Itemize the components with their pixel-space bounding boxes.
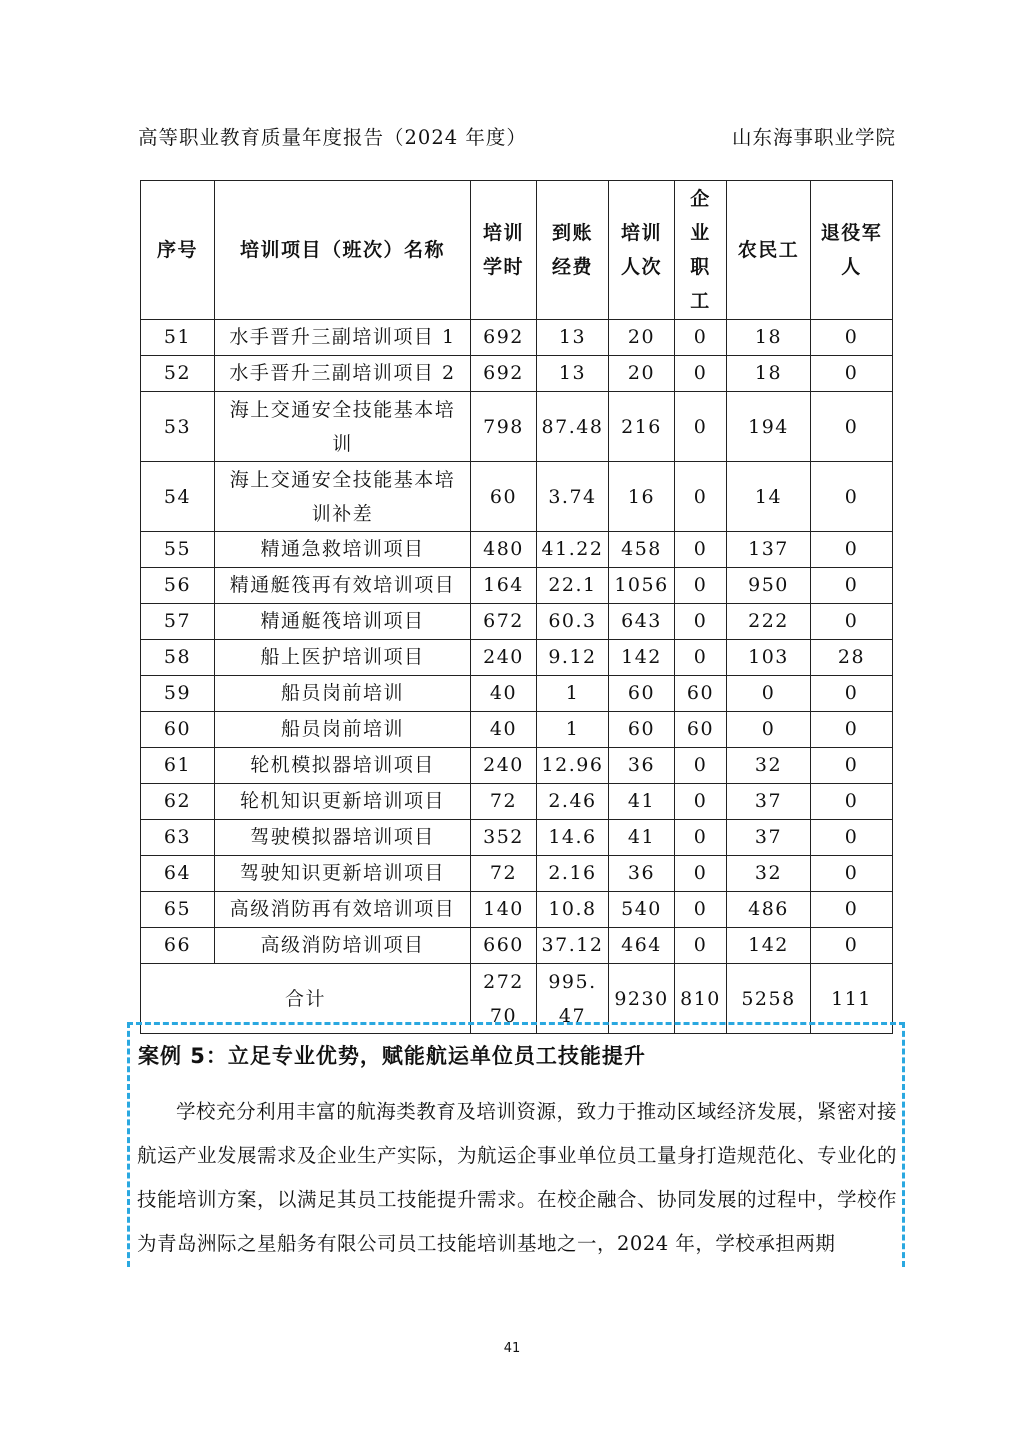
cell-migrant: 194 [727,392,811,462]
cell-employees: 0 [675,856,727,892]
cell-migrant: 0 [727,676,811,712]
cell-index: 66 [141,928,215,964]
page-number: 41 [503,1341,521,1356]
cell-migrant: 37 [727,784,811,820]
cell-hours: 140 [471,892,537,928]
table-row [141,392,893,462]
cell-index: 53 [141,392,215,462]
cell-employees: 0 [675,928,727,964]
cell-trainees: 60 [609,676,675,712]
cell-trainees: 643 [609,604,675,640]
cell-funds: 9.12 [537,640,609,676]
cell-name: 驾驶知识更新培训项目 [215,856,471,892]
table-row [141,320,893,356]
cell-hours: 60 [471,462,537,532]
cell-employees: 0 [675,892,727,928]
cell-funds: 60.3 [537,604,609,640]
cell-funds: 22.1 [537,568,609,604]
cell-hours: 672 [471,604,537,640]
cell-index: 61 [141,748,215,784]
cell-hours: 480 [471,532,537,568]
cell-hours: 240 [471,748,537,784]
cell-veterans: 0 [811,356,893,392]
cell-index: 62 [141,784,215,820]
total-hours: 27270 [471,964,537,1034]
table-row [141,568,893,604]
cell-employees: 0 [675,784,727,820]
header-hours: 培训学时 [471,181,537,320]
cell-funds: 1 [537,676,609,712]
cell-hours: 40 [471,676,537,712]
cell-veterans: 28 [811,640,893,676]
cell-hours: 692 [471,356,537,392]
cell-trainees: 142 [609,640,675,676]
cell-index: 56 [141,568,215,604]
cell-employees: 0 [675,532,727,568]
cell-index: 55 [141,532,215,568]
cell-migrant: 950 [727,568,811,604]
cell-veterans: 0 [811,392,893,462]
table-row [141,856,893,892]
cell-trainees: 60 [609,712,675,748]
cell-trainees: 216 [609,392,675,462]
cell-hours: 660 [471,928,537,964]
cell-trainees: 464 [609,928,675,964]
cell-name: 驾驶模拟器培训项目 [215,820,471,856]
cell-hours: 692 [471,320,537,356]
table-row [141,676,893,712]
table-row [141,604,893,640]
cell-name: 精通急救培训项目 [215,532,471,568]
table-row [141,356,893,392]
cell-funds: 14.6 [537,820,609,856]
cell-funds: 87.48 [537,392,609,462]
cell-migrant: 32 [727,748,811,784]
cell-name: 船上医护培训项目 [215,640,471,676]
cell-name: 水手晋升三副培训项目 1 [215,320,471,356]
cell-employees: 0 [675,640,727,676]
cell-migrant: 32 [727,856,811,892]
header-migrant-workers: 农民工 [727,181,811,320]
cell-employees: 0 [675,748,727,784]
cell-veterans: 0 [811,676,893,712]
case-paragraph: 学校充分利用丰富的航海类教育及培训资源，致力于推动区域经济发展，紧密对接航运产业发展需求及企业生产实际，为航运企事业单位员工量身打造规范化、专业化的技能培训方案，以满足其员工技能提升需求。在校企融合、协同发展的过程中，学校作为青岛洲际之星船务有限公司员工技能培训基地之一，2024 年，学校承担两期 [137,1100,898,1255]
cell-employees: 60 [675,712,727,748]
header-employees: 企业职工 [675,181,727,320]
cell-trainees: 458 [609,532,675,568]
training-table [140,180,893,1034]
header-funds: 到账经费 [537,181,609,320]
cell-trainees: 36 [609,748,675,784]
cell-index: 65 [141,892,215,928]
header-index: 序号 [141,181,215,320]
cell-migrant: 103 [727,640,811,676]
cell-employees: 0 [675,392,727,462]
cell-index: 58 [141,640,215,676]
cell-funds: 1 [537,712,609,748]
cell-employees: 0 [675,356,727,392]
table-row [141,784,893,820]
cell-employees: 0 [675,568,727,604]
cell-index: 64 [141,856,215,892]
cell-employees: 0 [675,820,727,856]
cell-veterans: 0 [811,892,893,928]
cell-trainees: 540 [609,892,675,928]
cell-hours: 164 [471,568,537,604]
table-row [141,532,893,568]
cell-employees: 60 [675,676,727,712]
cell-index: 54 [141,462,215,532]
cell-index: 60 [141,712,215,748]
cell-name: 水手晋升三副培训项目 2 [215,356,471,392]
cell-veterans: 0 [811,856,893,892]
cell-name: 海上交通安全技能基本培训 [215,392,471,462]
cell-veterans: 0 [811,784,893,820]
total-trainees: 9230 [609,964,675,1034]
cell-funds: 10.8 [537,892,609,928]
cell-index: 63 [141,820,215,856]
cell-migrant: 486 [727,892,811,928]
cell-hours: 240 [471,640,537,676]
cell-name: 轮机知识更新培训项目 [215,784,471,820]
cell-index: 57 [141,604,215,640]
table-row [141,748,893,784]
cell-migrant: 18 [727,356,811,392]
table-row [141,712,893,748]
cell-veterans: 0 [811,712,893,748]
cell-migrant: 137 [727,532,811,568]
cell-funds: 13 [537,320,609,356]
cell-migrant: 14 [727,462,811,532]
header-project-name: 培训项目（班次）名称 [215,181,471,320]
cell-name: 海上交通安全技能基本培训补差 [215,462,471,532]
total-label: 合计 [141,964,471,1034]
cell-index: 59 [141,676,215,712]
cell-trainees: 20 [609,320,675,356]
cell-veterans: 0 [811,604,893,640]
cell-veterans: 0 [811,748,893,784]
cell-migrant: 0 [727,712,811,748]
cell-veterans: 0 [811,462,893,532]
cell-hours: 72 [471,784,537,820]
cell-trainees: 41 [609,820,675,856]
table-row [141,640,893,676]
cell-trainees: 36 [609,856,675,892]
total-employees: 810 [675,964,727,1034]
cell-index: 51 [141,320,215,356]
table-row [141,820,893,856]
cell-funds: 12.96 [537,748,609,784]
cell-trainees: 20 [609,356,675,392]
cell-trainees: 1056 [609,568,675,604]
cell-funds: 2.16 [537,856,609,892]
cell-name: 精通艇筏再有效培训项目 [215,568,471,604]
cell-index: 52 [141,356,215,392]
header-veterans: 退役军人 [811,181,893,320]
header-trainees: 培训人次 [609,181,675,320]
cell-veterans: 0 [811,928,893,964]
table-header-row [141,181,893,320]
total-migrant: 5258 [727,964,811,1034]
cell-employees: 0 [675,604,727,640]
cell-funds: 41.22 [537,532,609,568]
cell-migrant: 18 [727,320,811,356]
cell-hours: 798 [471,392,537,462]
table-row [141,892,893,928]
cell-hours: 40 [471,712,537,748]
cell-name: 精通艇筏培训项目 [215,604,471,640]
cell-funds: 3.74 [537,462,609,532]
cell-name: 船员岗前培训 [215,712,471,748]
cell-migrant: 142 [727,928,811,964]
cell-veterans: 0 [811,820,893,856]
cell-funds: 2.46 [537,784,609,820]
cell-veterans: 0 [811,320,893,356]
cell-hours: 72 [471,856,537,892]
cell-migrant: 222 [727,604,811,640]
cell-employees: 0 [675,320,727,356]
cell-name: 轮机模拟器培训项目 [215,748,471,784]
cell-funds: 13 [537,356,609,392]
cell-trainees: 16 [609,462,675,532]
cell-employees: 0 [675,462,727,532]
table-row [141,462,893,532]
cell-name: 船员岗前培训 [215,676,471,712]
cell-funds: 37.12 [537,928,609,964]
table-row [141,928,893,964]
total-veterans: 111 [811,964,893,1034]
institution-name: 山东海事职业学院 [731,126,896,149]
cell-hours: 352 [471,820,537,856]
page-header [138,122,896,152]
total-funds: 995.47 [537,964,609,1034]
cell-veterans: 0 [811,568,893,604]
cell-name: 高级消防培训项目 [215,928,471,964]
cell-migrant: 37 [727,820,811,856]
cell-veterans: 0 [811,532,893,568]
cell-name: 高级消防再有效培训项目 [215,892,471,928]
report-title: 高等职业教育质量年度报告（2024 年度） [138,126,527,149]
cell-trainees: 41 [609,784,675,820]
case-title: 案例 5：立足专业优势，赋能航运单位员工技能提升 [138,1044,646,1068]
